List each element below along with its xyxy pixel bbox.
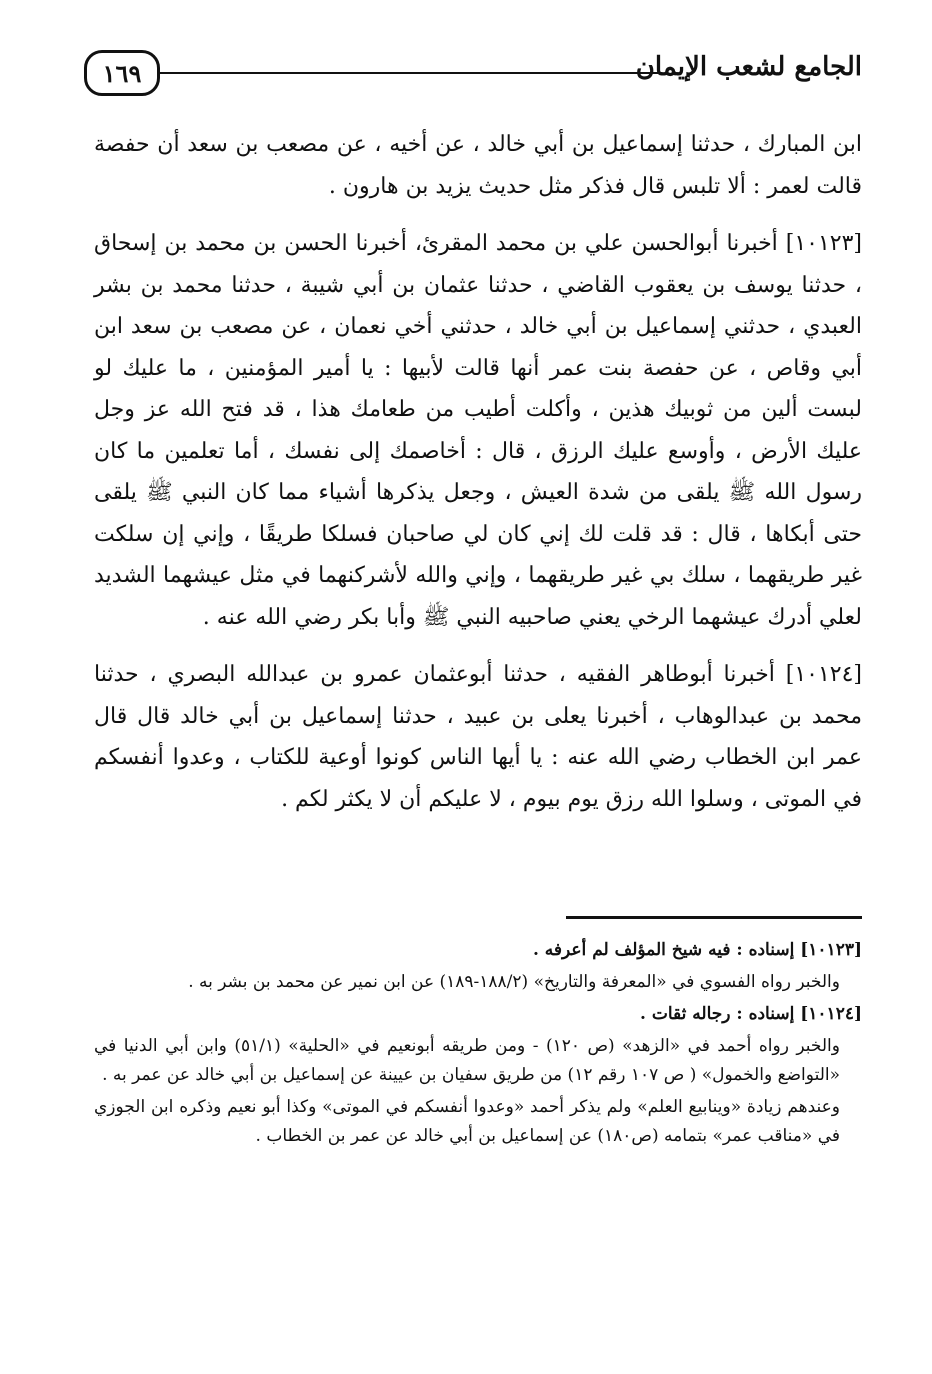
page-header: [84, 48, 862, 104]
footnote-line: والخبر رواه الفسوي في «المعرفة والتاريخ» (١٨٨/٢-١٨٩) عن ابن نمير عن محمد بن بشر به .: [188, 972, 840, 992]
book-title: الجامع لشعب الإيمان: [635, 52, 862, 82]
footnote-title-10123: [١٠١٢٣] إسناده : فيه شيخ المؤلف لم أعرفه .: [532, 940, 862, 960]
page-number: ١٦٩: [84, 50, 160, 96]
header-rule: [160, 72, 662, 74]
main-text: [94, 124, 862, 836]
footnote-line: والخبر رواه أحمد في «الزهد» (ص ١٢٠) - ومن طريقه أبونعيم في «الحلية» (٥١/١) وابن أبي الدنيا في «التواضع والخمول» ( ص ١٠٧ رقم ١٢) من طريق سفيان بن عيينة عن إسماعيل بن أبي خالد عن عمر به .: [94, 1036, 840, 1085]
paragraph-continuation: ابن المبارك ، حدثنا إسماعيل بن أبي خالد ، عن أخيه ، عن مصعب بن سعد أن حفصة قالت لعمر : ألا تلبس قال فذكر مثل حديث يزيد بن هارون .: [94, 132, 862, 199]
footnote-separator: [566, 916, 862, 919]
paragraph-hadith-10123: [١٠١٢٣] أخبرنا أبوالحسن علي بن محمد المقرئ، أخبرنا الحسن بن محمد بن إسحاق ، حدثنا يوسف بن يعقوب القاضي ، حدثنا عثمان بن أبي شيبة ، حدثنا محمد بن بشر العبدي ، حدثني إسماعيل بن أبي خالد ، حدثني أخي نعمان ، عن مصعب بن سعد ابن أبي وقاص ، عن حفصة بنت عمر أنها قالت لأبيها : يا أمير المؤمنين ، ما عليك لو لبست ألين من ثوبيك هذين ، وأكلت أطيب من طعامك هذا ، قد فتح الله عز وجل عليك الأرض ، وأوسع عليك الرزق ، قال : أخاصمك إلى نفسك ، أما تعلمين ما كان رسول الله ﷺ يلقى من شدة العيش ، وجعل يذكرها أشياء مما كان النبي ﷺ يلقى حتى أبكاها ، قال : قد قلت لك إني كان لي صاحبان فسلكا طريقًا ، وإني إن سلكت غير طريقهما ، سلك بي غير طريقهما ، وإني والله لأشركنهما في مثل عيشهما الشديد لعلي أدرك عيشهما الرخي يعني صاحبيه النبي ﷺ وأبا بكر رضي الله عنه .: [94, 231, 862, 630]
footnotes: [94, 936, 862, 1154]
footnote-line: وعندهم زيادة «وينابيع العلم» ولم يذكر أحمد «وعدوا أنفسكم في الموتى» وكذا أبو نعيم وذكره ابن الجوزي في «مناقب عمر» بتمامه (ص١٨٠) عن إسماعيل بن أبي خالد عن عمر بن الخطاب .: [94, 1097, 840, 1146]
footnote-title-10124: [١٠١٢٤] إسناده : رجاله ثقات .: [640, 1004, 862, 1024]
paragraph-hadith-10124: [١٠١٢٤] أخبرنا أبوطاهر الفقيه ، حدثنا أبوعثمان عمرو بن عبدالله البصري ، حدثنا محمد بن عبدالوهاب ، أخبرنا يعلى بن عبيد ، حدثنا إسماعيل بن أبي خالد قال قال عمر ابن الخطاب رضي الله عنه : يا أيها الناس كونوا أوعية للكتاب ، وعدوا أنفسكم في الموتى ، وسلوا الله رزق يوم بيوم ، لا عليكم أن لا يكثر لكم .: [94, 662, 863, 812]
